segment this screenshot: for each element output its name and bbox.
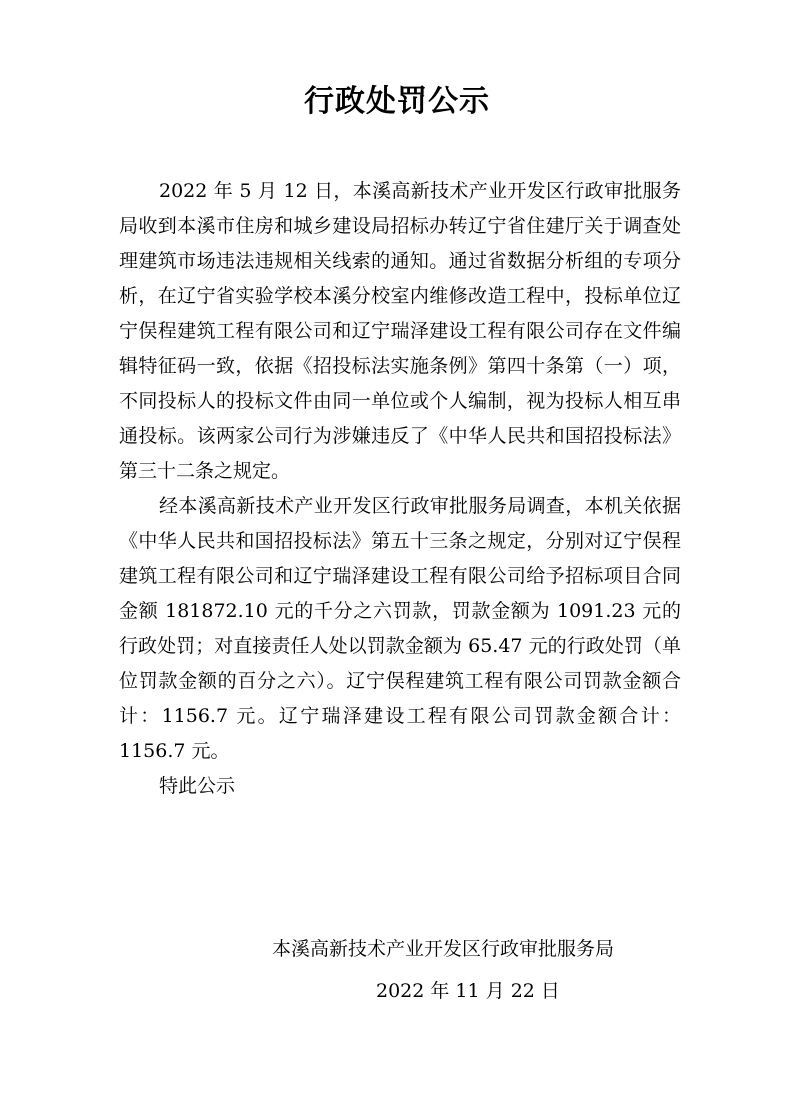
issuing-authority: 本溪高新技术产业开发区行政审批服务局 (272, 938, 615, 960)
paragraph-penalty: 经本溪高新技术产业开发区行政审批服务局调查，本机关依据《中华人民共和国招投标法》第五十三条之规定，分别对辽宁俣程建筑工程有限公司和辽宁瑞泽建设工程有限公司给予招标项目合同金额 181872.10 元的千分之六罚款，罚款金额为 1091.23 元的行政处罚；对直接责任人处以罚款金额为 65.47 元的行政处罚（单位罚款金额的百分之六）。辽宁俣程建筑工程有限公司罚款金额合计：1156.7 元。辽宁瑞泽建设工程有限公司罚款金额合计：1156.7 元。 (119, 495, 681, 762)
paragraph-notice: 2022 年 5 月 12 日，本溪高新技术产业开发区行政审批服务局收到本溪市住房和城乡建设局招标办转辽宁省住建厅关于调查处理建筑市场违法违规相关线索的通知。通过省数据分析组的专项分析，在辽宁省实验学校本溪分校室内维修改造工程中，投标单位辽宁俣程建筑工程有限公司和辽宁瑞泽建设工程有限公司存在文件编辑特征码一致，依据《招投标法实施条例》第四十条第（一）项，不同投标人的投标文件由同一单位或个人编制，视为投标人相互串通投标。该两家公司行为涉嫌违反了《中华人民共和国招投标法》第三十二条之规定。 (119, 180, 681, 482)
document-body (119, 174, 681, 804)
issue-date: 2022 年 11 月 22 日 (376, 980, 560, 1002)
document-title: 行政处罚公示 (304, 84, 490, 119)
closing-text: 特此公示 (159, 775, 236, 797)
